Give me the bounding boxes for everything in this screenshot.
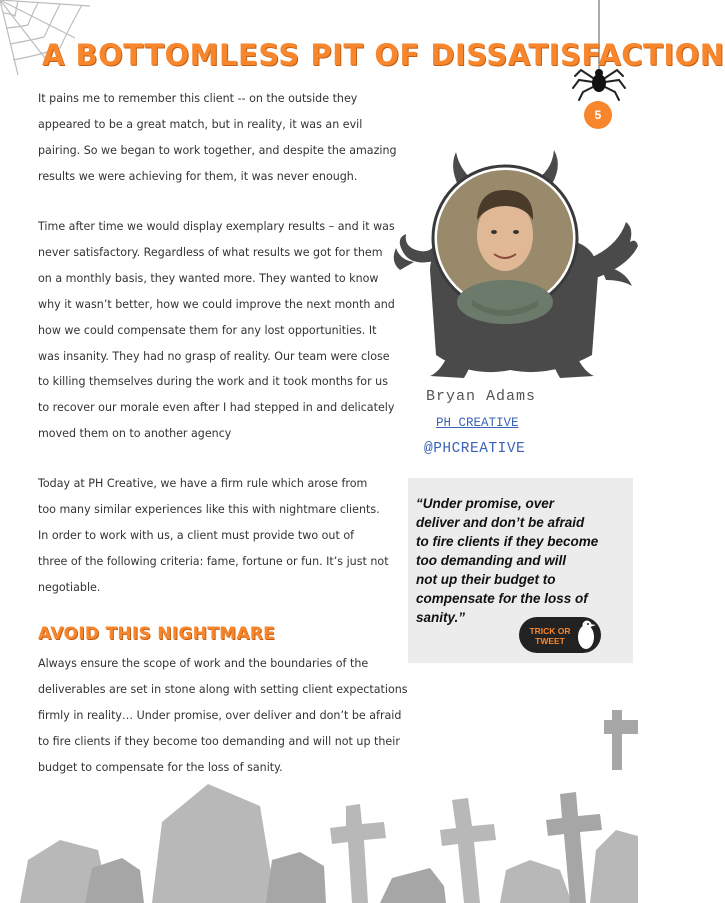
text-line: budget to compensate for the loss of sanity. xyxy=(38,760,283,774)
text-line: negotiable. xyxy=(38,580,101,594)
quote-line: compensate for the loss of xyxy=(416,591,588,606)
text-line: was insanity. They had no grasp of reality. Our team were close xyxy=(38,349,390,363)
text-line: to recover our morale even after I had stepped in and delicately xyxy=(38,401,395,415)
graveyard-decoration xyxy=(0,710,638,903)
text-line: It pains me to remember this client -- on the outside they xyxy=(38,92,358,105)
pull-quote-text xyxy=(416,494,632,627)
paragraph-rule xyxy=(38,471,398,601)
text-line: Time after time we would display exemplary results – and it was xyxy=(38,220,395,233)
quote-line: too demanding and will xyxy=(416,553,566,568)
page-title: A BOTTOMLESS PIT OF DISSATISFACTION xyxy=(42,38,725,72)
text-line: to fire clients if they become too demanding and will not up their xyxy=(38,734,400,748)
quote-line: sanity.” xyxy=(416,610,466,625)
text-line: Always ensure the scope of work and the boundaries of the xyxy=(38,657,369,670)
text-line: firmly in reality… Under promise, over deliver and don’t be afraid xyxy=(38,708,402,722)
text-line: on a monthly basis, they wanted more. They wanted to know xyxy=(38,271,379,285)
text-line: results we were achieving for them, it was never enough. xyxy=(38,169,358,183)
text-line: deliverables are set in stone along with setting client expectations xyxy=(38,682,408,696)
text-line: pairing. So we began to work together, and despite the amazing xyxy=(38,143,397,157)
text-line: In order to work with us, a client must provide two out of xyxy=(38,528,355,542)
company-link[interactable]: PH CREATIVE xyxy=(436,416,519,430)
text-line: three of the following criteria: fame, fortune or fun. It’s just not xyxy=(38,554,389,568)
text-line: to killing themselves during the work and it took months for us xyxy=(38,375,388,389)
monster-illustration xyxy=(390,150,638,390)
tweet-button-label[interactable] xyxy=(524,626,576,646)
section-subheading: AVOID THIS NIGHTMARE xyxy=(38,624,276,644)
text-line: why it wasn’t better, how we could improve the next month and xyxy=(38,297,395,311)
page-number-badge: 5 xyxy=(584,101,612,129)
paragraph-story xyxy=(38,214,398,447)
crow-icon[interactable] xyxy=(574,619,598,651)
tweet-label-line1: TRICK OR xyxy=(529,626,571,636)
text-line: Today at PH Creative, we have a firm rule which arose from xyxy=(38,477,368,490)
quote-line: to fire clients if they become xyxy=(416,534,599,549)
tweet-label-line2: TWEET xyxy=(535,636,565,646)
text-line: appeared to be a great match, but in reality, it was an evil xyxy=(38,117,363,131)
quote-line: deliver and don’t be afraid xyxy=(416,515,585,530)
text-line: never satisfactory. Regardless of what results we got for them xyxy=(38,245,383,259)
text-line: moved them on to another agency xyxy=(38,427,232,441)
quote-line: “Under promise, over xyxy=(416,496,555,511)
twitter-handle-link[interactable]: @PHCREATIVE xyxy=(424,441,526,457)
person-name: Bryan Adams xyxy=(426,388,537,405)
text-line: how we could compensate them for any lost opportunities. It xyxy=(38,323,377,337)
paragraph-intro xyxy=(38,86,398,190)
text-line: too many similar experiences like this with nightmare clients. xyxy=(38,502,380,516)
quote-line: not up their budget to xyxy=(416,572,556,587)
